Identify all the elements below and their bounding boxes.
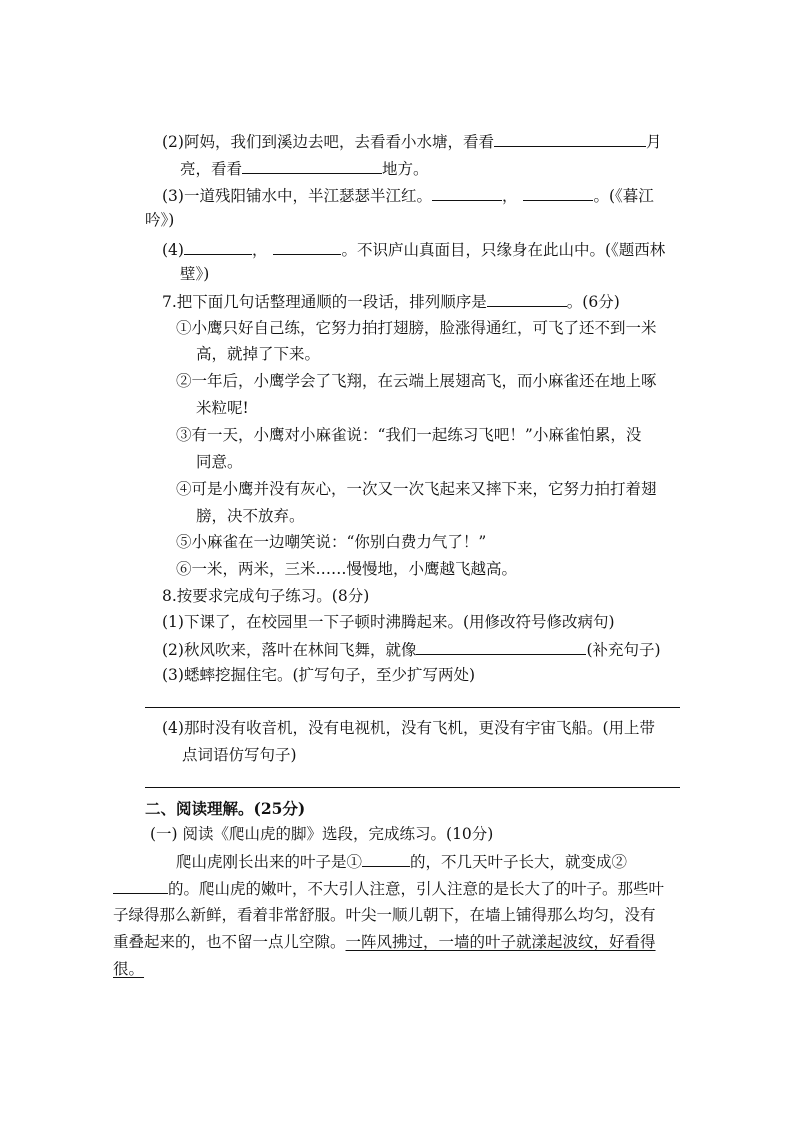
- reading-line-3: 子绿得那么新鲜，看着非常舒服。叶尖一顺儿朝下，在墙上铺得那么均匀，没有: [113, 906, 656, 924]
- answer-blank[interactable]: [432, 183, 502, 201]
- q7-sentence-1-line1: ①小鹰只好自己练，它努力拍打翅膀，脸涨得通红，可飞了还不到一米: [176, 319, 657, 337]
- q6-item2-line1: [162, 129, 661, 154]
- q6-item3-line1: [162, 183, 654, 208]
- reading-line-5: [113, 957, 144, 981]
- answer-blank[interactable]: [113, 876, 168, 894]
- reading-text: 的。爬山虎的嫩叶，不大引人注意，引人注意的是长大了的叶子。那些叶: [168, 880, 665, 898]
- q8-part2-text: (2)秋风吹来，落叶在林间飞舞，就像: [162, 641, 417, 659]
- answer-blank[interactable]: [273, 237, 341, 255]
- q8-part4-line2: 点词语仿写句子): [182, 746, 297, 764]
- q6-item4-line2: [180, 262, 209, 286]
- answer-blank[interactable]: [487, 289, 567, 307]
- answer-blank[interactable]: [242, 156, 382, 174]
- q6-item3-line2: [145, 208, 174, 232]
- answer-line[interactable]: [145, 707, 680, 708]
- q8-part1: (1)下课了，在校园里一下子顿时沸腾起来。(用修改符号修改病句): [162, 613, 615, 631]
- q7-sentence-2-line2: 米粒呢!: [196, 399, 249, 417]
- reading-line-4: [113, 930, 656, 954]
- answer-blank[interactable]: [362, 849, 410, 867]
- q8-part4-line1: (4)那时没有收音机，没有电视机，没有飞机，更没有宇宙飞船。(用上带: [162, 719, 656, 737]
- reading-text: 爬山虎刚长出来的叶子是①: [176, 853, 363, 871]
- q7-sentence-5: ⑤小麻雀在一边嘲笑说：“你别白费力气了！”: [176, 533, 487, 551]
- q7-title-text: 7.把下面几句话整理通顺的一段话，排列顺序是: [162, 293, 487, 311]
- q6-item3-text: ，: [501, 187, 518, 205]
- q6-item4-text: ，: [251, 241, 268, 259]
- underlined-sentence: 很。: [113, 960, 145, 978]
- answer-blank[interactable]: [494, 129, 646, 147]
- underlined-sentence: 一阵风拂过，一墙的叶子就漾起波纹，好看得: [345, 933, 656, 951]
- q7-title-text: 。(6分): [566, 293, 620, 311]
- answer-blank[interactable]: [523, 183, 593, 201]
- q6-item4-text: (4): [162, 241, 184, 259]
- q7-sentence-3-line2: 同意。: [196, 453, 243, 471]
- answer-line[interactable]: [145, 787, 680, 788]
- q7-sentence-6: ⑥一米，两米，三米……慢慢地，小鹰越飞越高。: [176, 560, 518, 578]
- q8-part2-text: (补充句子): [586, 641, 661, 659]
- q8-part3: (3)蟋蟀挖掘住宅。(扩写句子，至少扩写两处): [162, 666, 476, 684]
- q7-sentence-4-line1: ④可是小鹰并没有灰心，一次又一次飞起来又摔下来，它努力拍打着翅: [176, 480, 657, 498]
- q6-item2-text: 地方。: [382, 160, 429, 178]
- q6-item4-text: 壁》): [180, 265, 210, 283]
- reading-line-1: [176, 849, 627, 874]
- q6-item4-text: 。不识庐山真面目，只缘身在此山中。(《题西林: [341, 241, 666, 259]
- q6-item4-line1: [162, 237, 665, 262]
- answer-blank[interactable]: [416, 637, 586, 655]
- section-2-subtitle: (一) 阅读《爬山虎的脚》选段，完成练习。(10分): [150, 825, 494, 843]
- q7-sentence-1-line2: 高，就掉了下来。: [196, 345, 321, 363]
- q6-item3-text: (3)一道残阳铺水中，半江瑟瑟半江红。: [162, 187, 432, 205]
- q7-sentence-3-line1: ③有一天，小鹰对小麻雀说：“我们一起练习飞吧！”小麻雀怕累，没: [176, 426, 642, 444]
- q7-sentence-2-line1: ②一年后，小鹰学会了飞翔，在云端上展翅高飞，而小麻雀还在地上啄: [176, 372, 657, 390]
- q8-title: 8.按要求完成句子练习。(8分): [162, 587, 370, 605]
- q7-sentence-4-line2: 膀，决不放弃。: [196, 507, 305, 525]
- q6-item2-text: (2)阿妈，我们到溪边去吧，去看看小水塘，看看: [162, 133, 494, 151]
- reading-line-2: [113, 876, 664, 901]
- q6-item2-text: 亮，看看: [180, 160, 243, 178]
- section-2-title: 二、阅读理解。(25分): [145, 799, 306, 818]
- q6-item3-text: 。(《暮江: [593, 187, 654, 205]
- q6-item3-text: 吟》): [145, 211, 175, 229]
- reading-text: 的，不几天叶子长大，就变成②: [410, 853, 628, 871]
- q7-title: [162, 289, 620, 314]
- q8-part2: [162, 637, 661, 662]
- answer-blank[interactable]: [184, 237, 252, 255]
- q6-item2-line2: [180, 156, 429, 181]
- q6-item2-text: 月: [645, 133, 662, 151]
- reading-text: 重叠起来的，也不留一点儿空隙。: [113, 933, 346, 951]
